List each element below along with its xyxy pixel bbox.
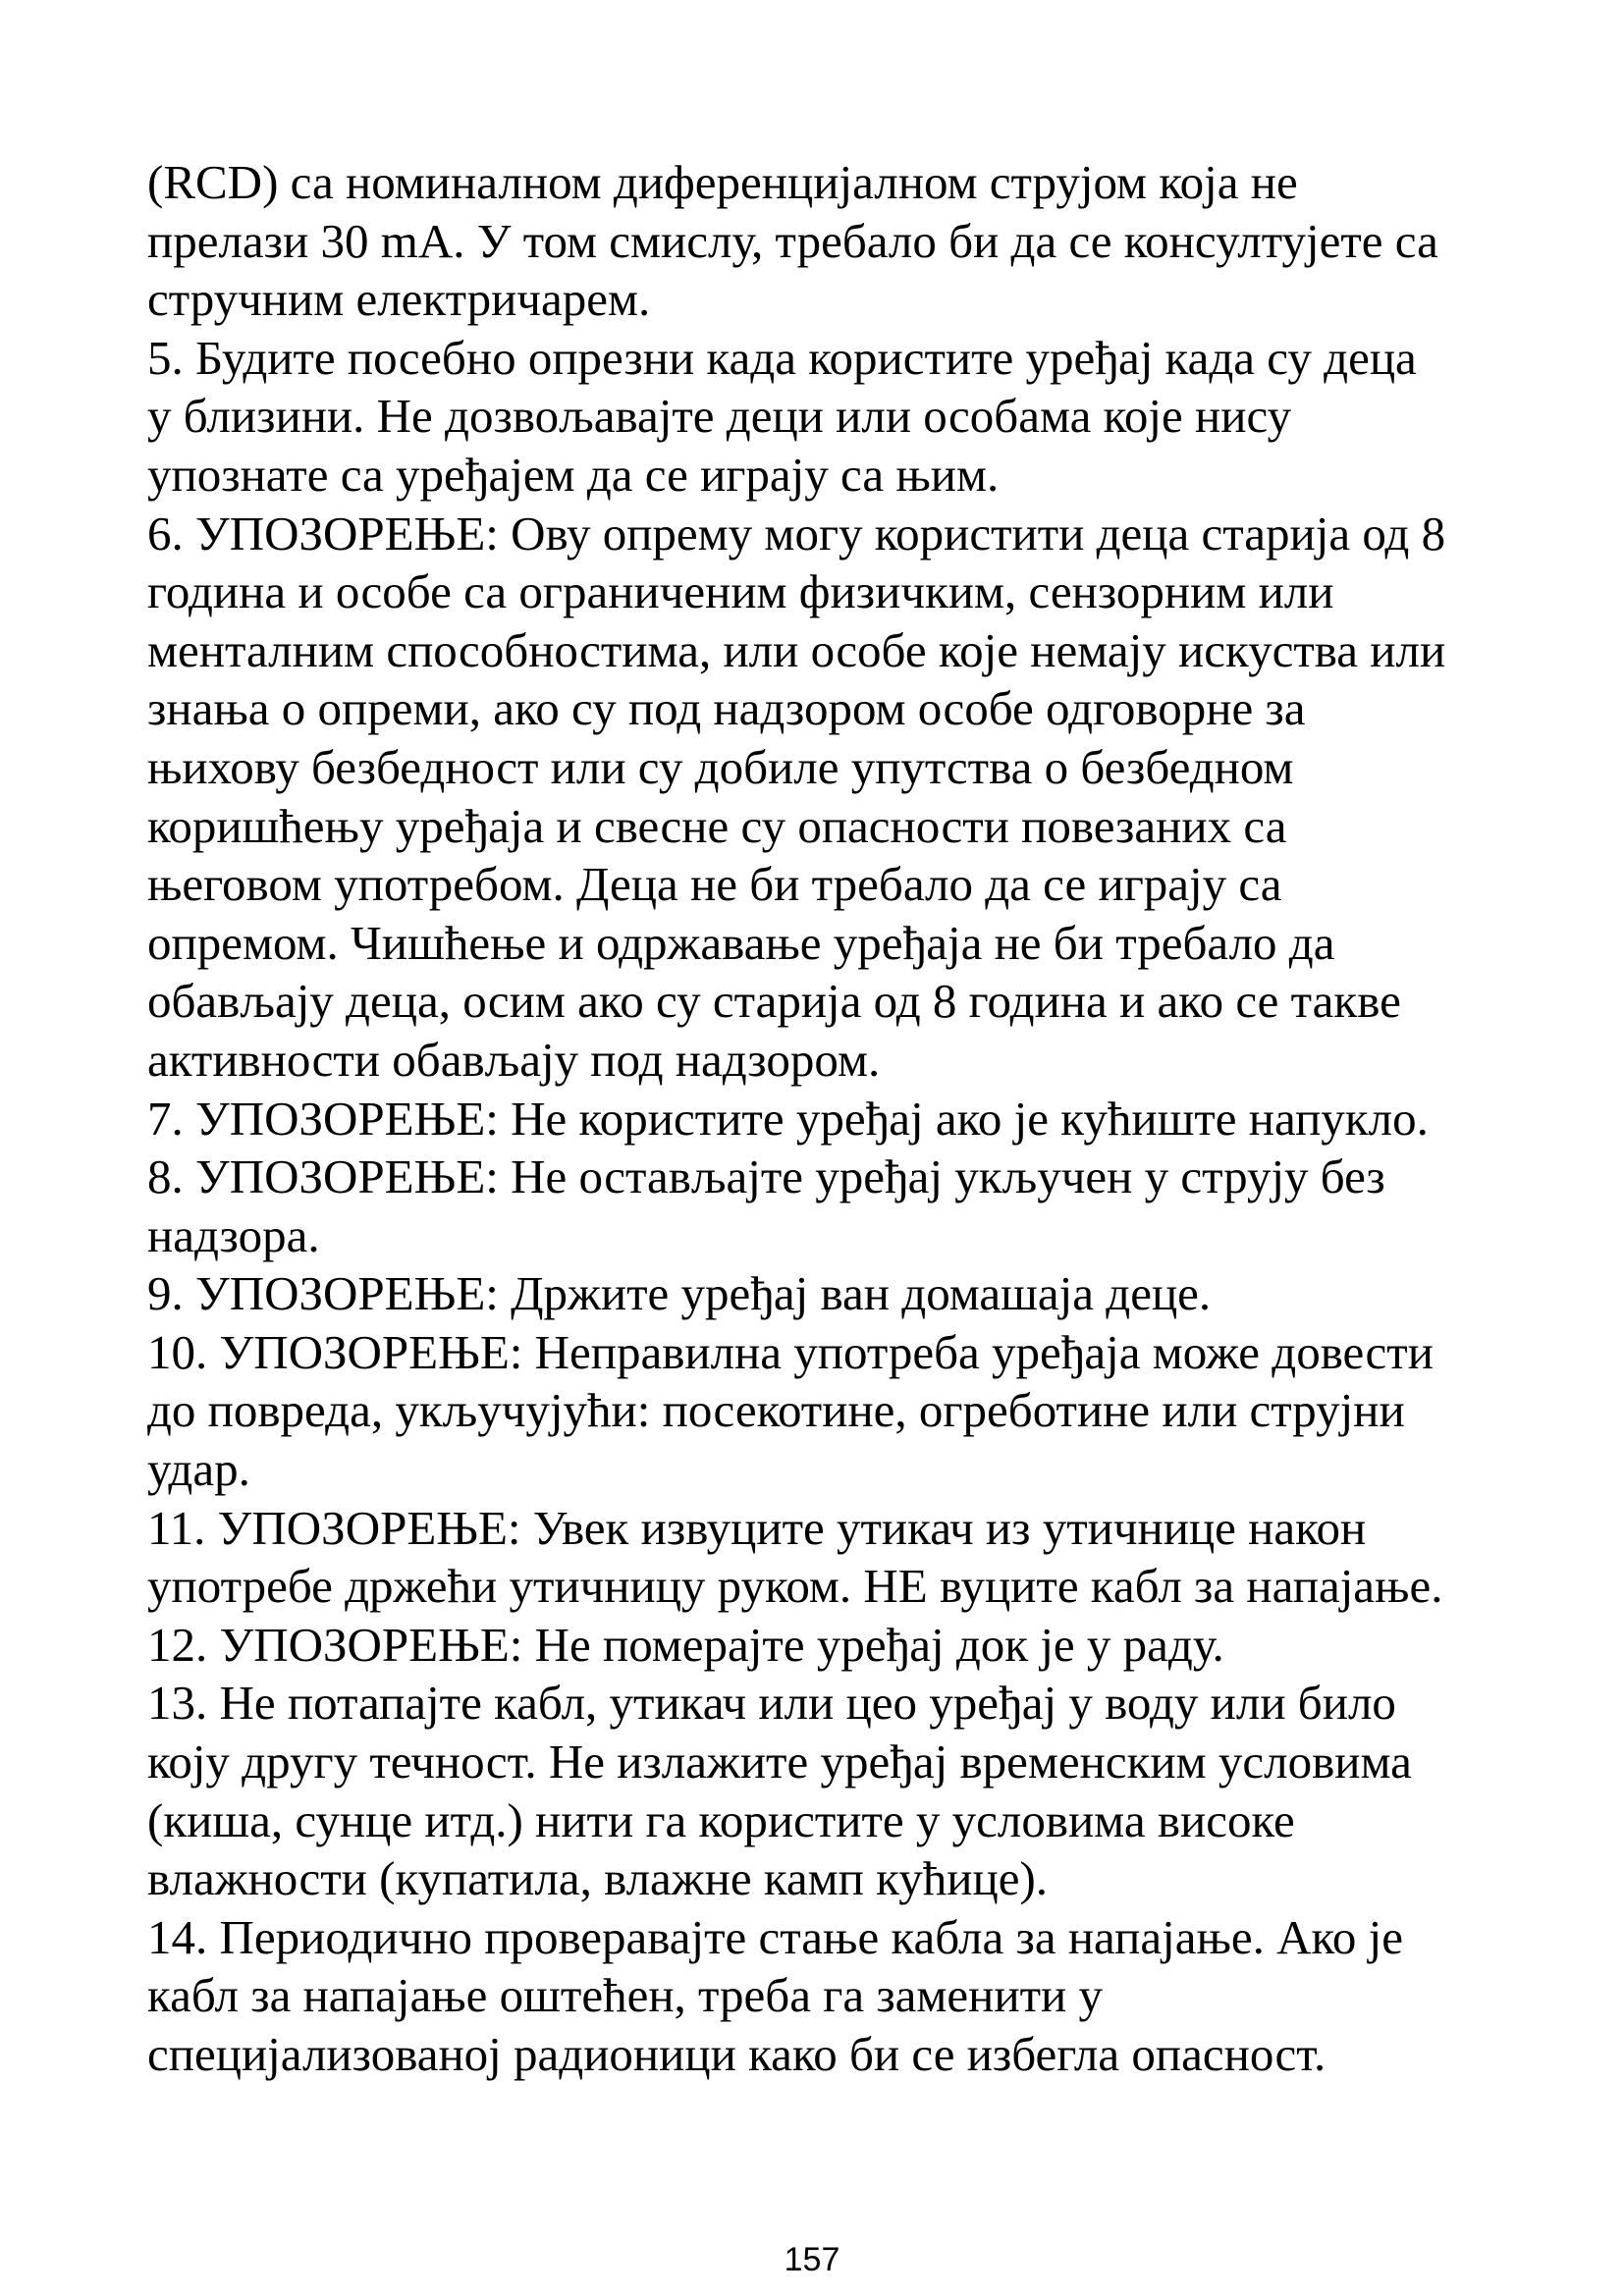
text-line: стручним електричарем. xyxy=(147,272,651,327)
text-line: (RCD) са номиналном диференцијалном струјом која не xyxy=(147,155,1298,209)
text-line: обављају деца, осим ако су старија од 8 година и ако се такве xyxy=(147,974,1401,1029)
text-line: 10. УПОЗОРЕЊЕ: Неправилна употреба уређаја може довести xyxy=(147,1324,1434,1379)
text-line: специјализованој радионици како би се избегла опасност. xyxy=(147,2027,1326,2081)
text-line: знања о опреми, ако су под надзором особе одговорне за xyxy=(147,681,1306,736)
text-line: опремом. Чишћење и одржавање уређаја не би требало да xyxy=(147,915,1335,970)
text-line: у близини. Не дозвољавајте деци или особама које нису xyxy=(147,389,1292,444)
page-number: 157 xyxy=(784,2241,840,2278)
text-line: удар. xyxy=(147,1442,250,1497)
text-line: кабл за напајање оштећен, треба га заменити у xyxy=(147,1968,1104,2023)
text-line: 9. УПОЗОРЕЊЕ: Држите уређај ван домашаја деце. xyxy=(147,1266,1212,1321)
text-line: менталним способностима, или особе које немају искуства или xyxy=(147,622,1446,677)
text-line: 13. Не потапајте кабл, утикач или цео уређај у воду или било xyxy=(147,1676,1396,1731)
text-line: прелази 30 mA. У том смислу, требало би да се консултујете са xyxy=(147,213,1438,268)
text-line: 5. Будите посебно опрезни када користите уређај када су деца xyxy=(147,330,1417,385)
text-line: активности обављају под надзором. xyxy=(147,1032,881,1087)
text-line: надзора. xyxy=(147,1207,320,1262)
text-line: влажности (купатила, влажне камп кућице). xyxy=(147,1851,1049,1906)
text-line: до повреда, укључујући: посекотине, огреботине или струјни xyxy=(147,1383,1405,1438)
text-line: 14. Периодично проверавајте стање кабла за напајање. Ако је xyxy=(147,1909,1403,1964)
text-line: 8. УПОЗОРЕЊЕ: Не остављајте уређај укључен у струју без xyxy=(147,1149,1385,1204)
body-text xyxy=(147,153,1542,2084)
text-line: 11. УПОЗОРЕЊЕ: Увек извуците утикач из утичнице након xyxy=(147,1500,1367,1555)
text-line: употребе држећи утичницу руком. НЕ вуците кабл за напајање. xyxy=(147,1559,1443,1614)
text-line: коришћењу уређаја и свесне су опасности повезаних са xyxy=(147,798,1287,853)
text-line: година и особе са ограниченим физичким, сензорним или xyxy=(147,564,1334,619)
text-line: (киша, сунце итд.) нити га користите у условима високе xyxy=(147,1792,1295,1847)
text-line: 6. УПОЗОРЕЊЕ: Ову опрему могу користити деца старија од 8 xyxy=(147,506,1446,561)
text-line: његовом употребом. Деца не би требало да се играју са xyxy=(147,857,1282,912)
text-line: упознате са уређајем да се играју са њим. xyxy=(147,447,1000,502)
text-line: њихову безбедност или су добиле упутства о безбедном xyxy=(147,739,1294,794)
text-line: 12. УПОЗОРЕЊЕ: Не померајте уређај док је у раду. xyxy=(147,1617,1224,1672)
text-line: коју другу течност. Не излажите уређај временским условима xyxy=(147,1735,1412,1789)
text-line: 7. УПОЗОРЕЊЕ: Не користите уређај ако је кућиште напукло. xyxy=(147,1091,1429,1146)
